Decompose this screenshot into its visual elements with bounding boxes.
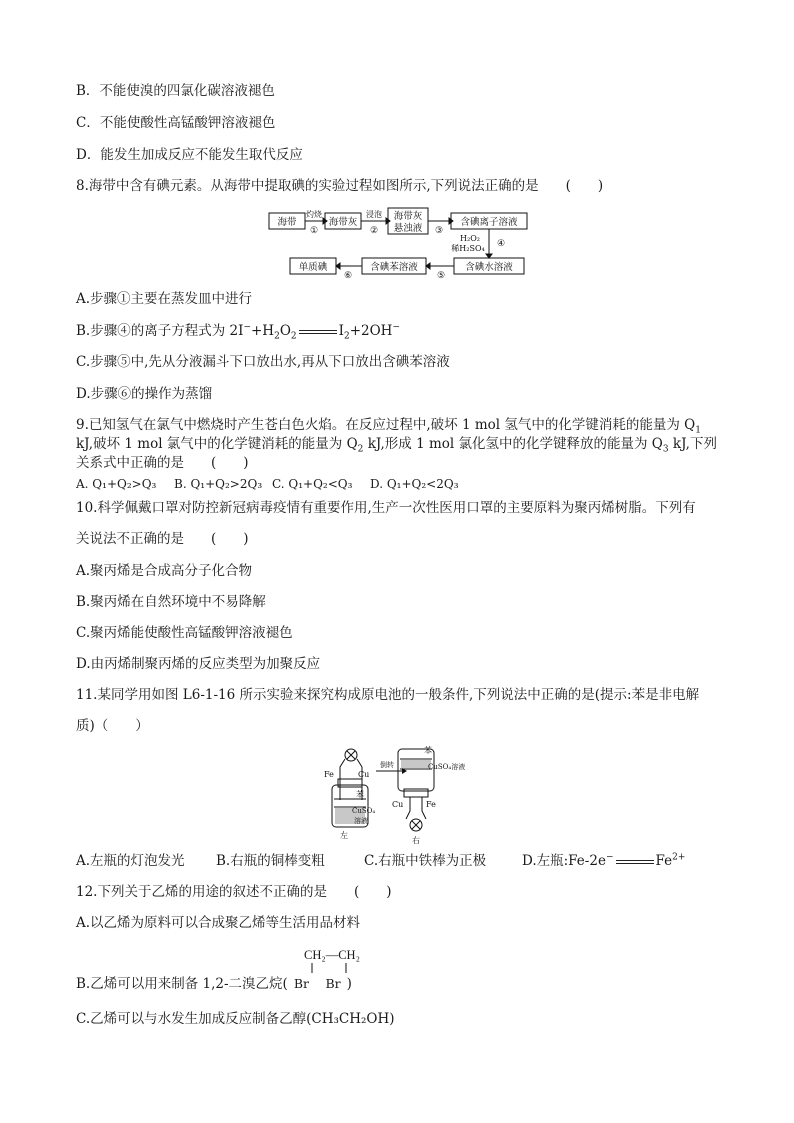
q9-options [76,475,459,493]
q8-option-c: C.步骤⑤中,先从分液漏斗下口放出水,再从下口放出含碘苯溶液 [76,354,450,370]
q12-option-b [76,975,352,993]
fig-left-solution: 溶液 [354,817,368,825]
q8-option-a: A.步骤①主要在蒸发皿中进行 [76,291,253,307]
flow-node-suspension-l2: 悬浊液 [393,223,423,234]
flow-node-iodine-water: 含碘水溶液 [465,262,513,273]
q8-b-text4: I [338,323,344,339]
fig-left-cu: Cu [358,770,370,779]
flow-arrow6-num: ⑥ [343,271,353,281]
fig-left-benzene: 苯 [356,790,364,799]
q9-option-c: C. Q₁+Q₂<Q₃ [272,477,353,491]
q10-option-b: B.聚丙烯在自然环境中不易降解 [76,594,266,610]
q11-option-a: A.左瓶的灯泡发光 [76,853,185,869]
fig-right-fe: Fe [426,800,436,809]
fig-right-benzene: 苯 [424,746,432,755]
q8-flow-diagram [0,205,794,295]
dibromoethane-structure [290,948,364,973]
q12-b-text2: ) [346,976,352,992]
equal-sign [616,860,654,864]
q10-option-d: D.由丙烯制聚丙烯的反应类型为加聚反应 [76,656,321,672]
fig-right-cuso4: CuSO₄溶液 [428,763,466,771]
q12-option-c: C.乙烯可以与水发生加成反应制备乙醇(CH₃CH₂OH) [76,1011,395,1027]
flow-node-haidaihui: 海带灰 [328,217,358,228]
equal-sign [299,330,337,334]
flow-arrow4-reagent2: 稀H₂SO₄ [451,244,485,253]
q8-b-text5: +2OH [349,323,393,339]
flow-arrow1-top: 灼烧 [306,210,322,219]
flow-arrow1-num: ① [309,226,319,236]
flow-node-suspension-l1: 海带灰 [393,211,423,222]
q10-option-a: A.聚丙烯是合成高分子化合物 [76,563,253,579]
q10-stem-line1: 10.科学佩戴口罩对防控新冠病毒疫情有重要作用,生产一次性医用口罩的主要原料为聚丙烯树脂。下列有 [76,500,696,516]
q11-options [76,852,685,870]
flow-arrow4-num: ④ [497,239,506,249]
q10-option-c: C.聚丙烯能使酸性高锰酸钾溶液褪色 [76,625,293,641]
q9-l2c-text: kJ,下列 [668,436,717,452]
q9-stem-line3: 关系式中正确的是 ( ) [76,455,249,471]
q9-stem-line1: 9.已知氢气在氯气中燃烧时产生苍白色火焰。在反应过程中,破坏 1 mol 氢气中的化学键消耗的能量为 $Q_1$ [76,417,701,436]
q9-l2-text: kJ,破坏 1 mol 氯气中的化学键消耗的能量为 Q [76,436,358,452]
fig-left-label: 左 [340,831,348,840]
q11-option-c: C.右瓶中铁棒为正极 [364,853,487,869]
q8-option-d: D.步骤⑥的操作为蒸馏 [76,386,213,402]
q7-option-d: D．能发生加成反应不能发生取代反应 [76,147,303,163]
q11-d-text2: Fe [655,853,673,869]
flow-arrow4-reagent1: H₂O₂ [460,234,480,243]
q11-option-d: D.左瓶:Fe-2e− $Fe^{2+}$ [522,852,686,869]
q11-d-text1: D.左瓶:Fe-2e [522,853,606,869]
q9-l1-text: 9.已知氢气在氯气中燃烧时产生苍白色火焰。在反应过程中,破坏 1 mol 氢气中的化学键消耗的能量为 Q [76,417,696,433]
fig-left-cuso4: CuSO₄ [352,807,376,815]
flow-node-iodine: 单质碘 [298,262,328,273]
q11-option-b: B.右瓶的铜棒变粗 [216,853,325,869]
flow-arrow2-num: ② [369,226,379,236]
structure-bottom: Br Br [293,976,341,991]
flow-node-iodide-solution: 含碘离子溶液 [460,217,518,228]
q8-option-b: B.步骤④的离子方程式为 $2I^-+H_2O_2$ $I_2+2OH^-$ [76,322,400,342]
fig-right-cu: Cu [392,800,404,809]
fig-left-fe: Fe [324,770,334,779]
flow-node-haidai: 海带 [277,217,297,228]
q7-option-c: C．不能使酸性高锰酸钾溶液褪色 [76,115,276,131]
q8-b-text3: O [279,323,291,339]
q9-option-b: B. Q₁+Q₂>2Q₃ [174,477,263,491]
structure-bonds [304,963,364,973]
q11-stem-line2: 质)（ ） [76,718,149,734]
q9-option-d: D. Q₁+Q₂<2Q₃ [370,477,459,491]
q9-l2b-text: kJ,形成 1 mol 氯化氢中的化学键释放的能量为 Q [363,436,663,452]
q10-stem-line2: 关说法不正确的是 ( ) [76,531,249,547]
fig-right-label: 右 [412,836,420,845]
flow-arrow3-num: ③ [434,226,444,236]
flow-node-iodine-benzene: 含碘苯溶液 [370,262,418,273]
flow-arrow5-num: ⑤ [436,271,446,281]
q9-option-a: A. Q₁+Q₂>Q₃ [76,477,157,491]
q12-option-a: A.以乙烯为原料可以合成聚乙烯等生活用品材料 [76,915,361,931]
q12-b-text1: B.乙烯可以用来制备 1,2-二溴乙烷( [76,976,288,992]
q8-stem: 8.海带中含有碘元素。从海带中提取碘的实验过程如图所示,下列说法正确的是 ( ) [76,178,604,194]
q12-stem: 12.下列关于乙烯的用途的叙述不正确的是 ( ) [76,884,392,900]
fig-arrow-label: 倒转 [380,761,394,769]
q11-galvanic-cell-figure [318,745,498,845]
structure-top: CH₂—CH₂ [304,948,360,962]
q8-b-text2: +H [250,323,275,339]
q11-stem-line1: 11.某同学用如图 L6-1-16 所示实验来探究构成原电池的一般条件,下列说法中正确的是(提示:苯是非电解 [76,687,700,703]
q8-b-text1: B.步骤④的离子方程式为 2I [76,323,244,339]
q7-option-b: B．不能使溴的四氯化碳溶液褪色 [76,83,275,99]
flow-arrow2-top: 浸泡 [366,210,382,219]
q9-stem-line2: kJ,破坏 1 mol 氯气中的化学键消耗的能量为 $Q_2$ kJ,形成 1 mol 氯化氢中的化学键释放的能量为 $Q_3$ kJ,下列 [76,436,717,455]
